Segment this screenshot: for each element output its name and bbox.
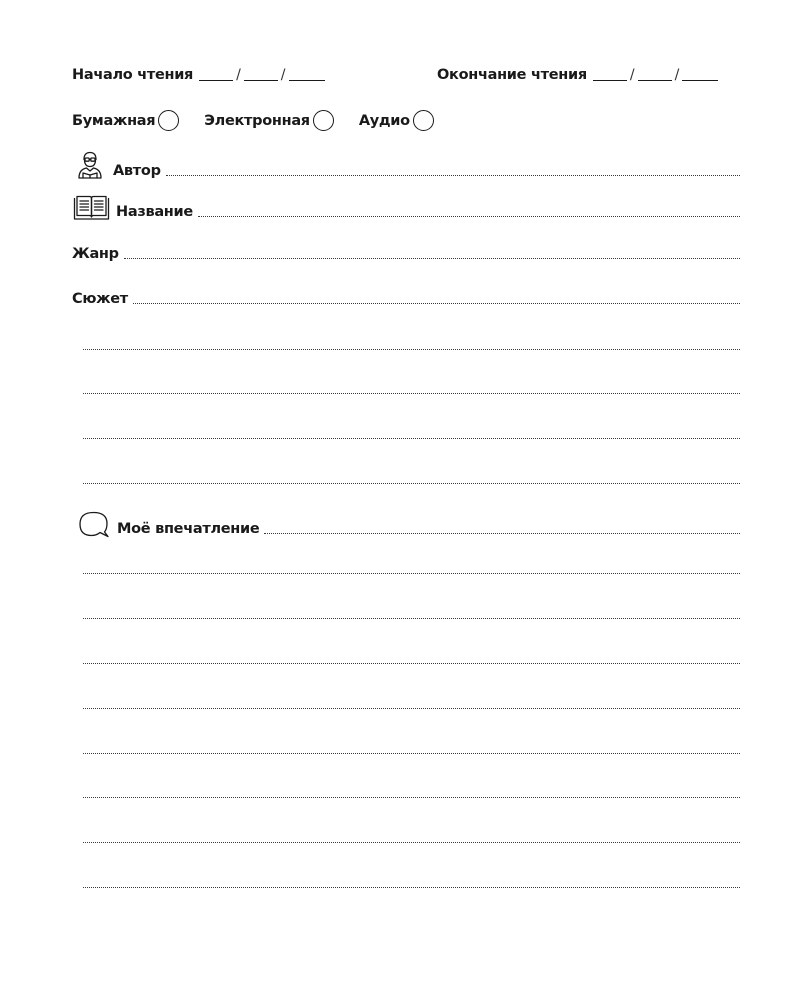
start-date-row: [72, 66, 327, 84]
end-year-blank[interactable]: [682, 68, 718, 81]
plot-line[interactable]: [83, 483, 740, 484]
impression-line[interactable]: [83, 753, 740, 754]
impression-line[interactable]: [83, 797, 740, 798]
title-row: [73, 195, 740, 221]
genre-row: [72, 245, 740, 263]
impression-input-line[interactable]: [264, 532, 740, 534]
format-audio-checkbox[interactable]: [413, 110, 434, 131]
impression-label: Моё впечатление: [117, 521, 260, 537]
start-date-separator: /: [236, 67, 241, 83]
format-electronic: [204, 110, 334, 131]
start-month-blank[interactable]: [244, 68, 278, 81]
impression-line[interactable]: [83, 842, 740, 843]
genre-input-line[interactable]: [124, 257, 740, 259]
author-row: [75, 150, 740, 180]
end-month-blank[interactable]: [638, 68, 672, 81]
plot-line[interactable]: [83, 349, 740, 350]
end-date-label: Окончание чтения: [437, 67, 587, 83]
plot-row: [72, 290, 740, 308]
impression-line[interactable]: [83, 618, 740, 619]
genre-label: Жанр: [72, 246, 119, 262]
end-day-blank[interactable]: [593, 68, 627, 81]
open-book-icon: [73, 195, 110, 221]
format-paper-checkbox[interactable]: [158, 110, 179, 131]
impression-line[interactable]: [83, 663, 740, 664]
end-date-row: [437, 66, 720, 84]
title-input-line[interactable]: [198, 215, 740, 217]
plot-line[interactable]: [83, 438, 740, 439]
format-electronic-checkbox[interactable]: [313, 110, 334, 131]
speech-bubble-icon: [78, 510, 110, 538]
author-input-line[interactable]: [166, 174, 740, 176]
format-electronic-label: Электронная: [204, 112, 310, 129]
start-year-blank[interactable]: [289, 68, 325, 81]
start-day-blank[interactable]: [199, 68, 233, 81]
format-paper: [72, 110, 179, 131]
plot-label: Сюжет: [72, 291, 128, 307]
plot-input-line[interactable]: [133, 302, 740, 304]
start-date-label: Начало чтения: [72, 67, 194, 83]
format-paper-label: Бумажная: [72, 112, 156, 129]
format-audio-label: Аудио: [358, 112, 410, 129]
title-label: Название: [116, 204, 193, 220]
start-date-separator: /: [280, 67, 286, 83]
format-audio: [359, 110, 434, 131]
impression-line[interactable]: [83, 573, 740, 574]
impression-line[interactable]: [83, 708, 740, 709]
plot-line[interactable]: [83, 393, 740, 394]
format-row: [72, 110, 459, 131]
end-date-separator: /: [674, 67, 680, 83]
reader-person-icon: [75, 150, 105, 180]
impression-row: [78, 510, 740, 538]
end-date-separator: /: [629, 67, 635, 83]
impression-line[interactable]: [83, 887, 740, 888]
author-label: Автор: [113, 163, 161, 179]
